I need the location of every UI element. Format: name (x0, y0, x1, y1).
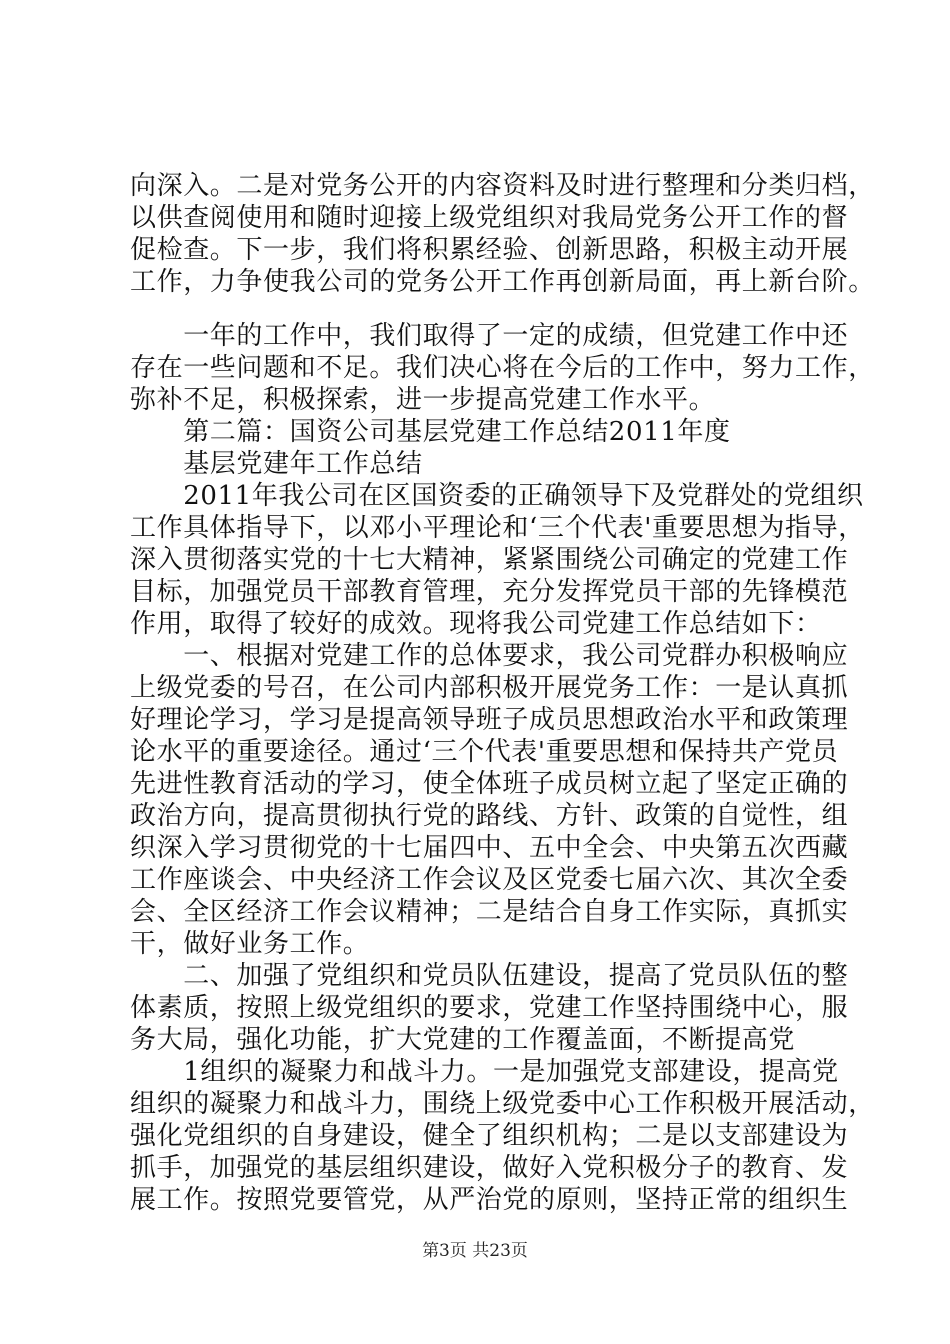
text-line: 政治方向，提高贯彻执行党的路线、方针、政策的自觉性，组 (130, 801, 849, 831)
text-line: 工作座谈会、中央经济工作会议及区党委七届六次、其次全委 (130, 865, 849, 895)
text-line: 先进性教育活动的学习，使全体班子成员树立起了坚定正确的 (130, 769, 849, 799)
text-line: 目标，加强党员干部教育管理，充分发挥党员干部的先锋模范 (130, 577, 849, 607)
text-line: 强化党组织的自身建设，健全了组织机构；二是以支部建设为 (130, 1121, 849, 1151)
text-line: 上级党委的号召，在公司内部积极开展党务工作：一是认真抓 (130, 673, 849, 703)
text-line: 以供查阅使用和随时迎接上级党组织对我局党务公开工作的督 (130, 203, 849, 233)
text-line: 存在一些问题和不足。我们决心将在今后的工作中，努力工作， (130, 353, 875, 383)
section-heading: 第二篇：国资公司基层党建工作总结2011年度 (130, 417, 731, 447)
text-line: 促检查。下一步，我们将积累经验、创新思路，积极主动开展 (130, 235, 849, 265)
text-line: 组织的凝聚力和战斗力，围绕上级党委中心工作积极开展活动， (130, 1089, 875, 1119)
text-line: 务大局，强化功能，扩大党建的工作覆盖面，不断提高党 (130, 1025, 796, 1055)
document-body (130, 170, 875, 1280)
text-line: 织深入学习贯彻党的十七届四中、五中全会、中央第五次西藏 (130, 833, 849, 863)
text-line: 二、加强了党组织和党员队伍建设，提高了党员队伍的整 (130, 961, 849, 991)
text-line: 论水平的重要途径。通过‘三个代表'重要思想和保持共产党员 (130, 737, 839, 767)
text-line: 抓手，加强党的基层组织建设，做好入党积极分子的教育、发 (130, 1153, 849, 1183)
paragraph (130, 170, 875, 298)
text-line: 工作，力争使我公司的党务公开工作再创新局面，再上新台阶。 (130, 267, 875, 297)
text-line: 2011年我公司在区国资委的正确领导下及党群处的党组织 (130, 481, 864, 511)
text-line: 体素质，按照上级党组织的要求，党建工作坚持围绕中心，服 (130, 993, 849, 1023)
page-footer (0, 1240, 950, 1262)
text-line: 一、根据对党建工作的总体要求，我公司党群办积极响应 (130, 641, 849, 671)
text-line: 弥补不足，积极探索，进一步提高党建工作水平。 (130, 385, 716, 415)
text-line: 作用，取得了较好的成效。现将我公司党建工作总结如下： (130, 609, 822, 639)
text-line: 会、全区经济工作会议精神；二是结合自身工作实际，真抓实 (130, 897, 849, 927)
text-line: 展工作。按照党要管党，从严治党的原则，坚持正常的组织生 (130, 1185, 849, 1215)
paragraph-gap (130, 298, 850, 320)
page-number: 第3页 共23页 (422, 1241, 528, 1261)
text-line: 干，做好业务工作。 (130, 929, 370, 959)
text-line: 一年的工作中，我们取得了一定的成绩，但党建工作中还 (130, 321, 849, 351)
text-line: 好理论学习，学习是提高领导班子成员思想政治水平和政策理 (130, 705, 849, 735)
section-subheading: 基层党建年工作总结 (130, 449, 423, 479)
text-line: 向深入。二是对党务公开的内容资料及时进行整理和分类归档， (130, 171, 875, 201)
paragraph (130, 320, 875, 1280)
text-line: 深入贯彻落实党的十七大精神，紧紧围绕公司确定的党建工作 (130, 545, 849, 575)
text-line: 工作具体指导下，以邓小平理论和‘三个代表'重要思想为指导， (130, 513, 865, 543)
text-line: 1组织的凝聚力和战斗力。一是加强党支部建设，提高党 (130, 1057, 839, 1087)
